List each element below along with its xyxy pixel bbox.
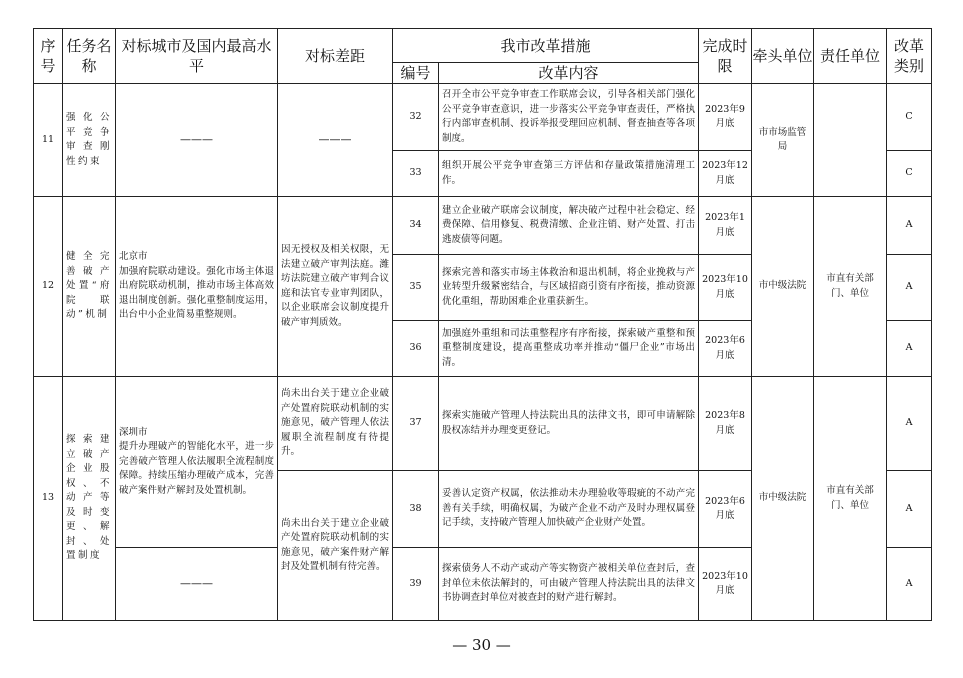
deadline-cell: 2023年9月底 bbox=[699, 84, 752, 151]
page-number: — 30 — bbox=[452, 636, 511, 654]
category-cell: C bbox=[887, 151, 932, 197]
deadline-cell: 2023年6月底 bbox=[699, 321, 752, 377]
header-category: 改革类别 bbox=[887, 29, 932, 84]
seq-cell: 12 bbox=[34, 197, 63, 377]
gap-cell: 因无授权及相关权限，无法建立破产审判法庭。潍坊法院建立破产审判合议庭和法官专业审判团队，以企业联席会议制度提升破产审判质效。 bbox=[278, 197, 393, 377]
header-task: 任务名称 bbox=[63, 29, 116, 84]
category-cell: A bbox=[887, 197, 932, 255]
header-num: 编号 bbox=[393, 63, 439, 84]
task-cell: 强化公平竞争审查刚性约束 bbox=[63, 84, 116, 197]
num-cell: 36 bbox=[393, 321, 439, 377]
category-cell: A bbox=[887, 255, 932, 321]
benchmark-cell: 北京市 加强府院联动建设。强化市场主体退出府院联动机制，推动市场主体高效退出制度创新。强化重整制度运用，出台中小企业简易重整规则。 bbox=[116, 197, 278, 377]
lead-cell: 市中级法院 bbox=[752, 197, 814, 377]
seq-cell: 11 bbox=[34, 84, 63, 197]
content-cell: 探索债务人不动产或动产等实物资产被相关单位查封后，查封单位未依法解封的，可由破产管理人持法院出具的法律文书协调查封单位对被查封的财产进行解封。 bbox=[439, 548, 699, 621]
deadline-cell: 2023年10月底 bbox=[699, 255, 752, 321]
category-cell: A bbox=[887, 471, 932, 548]
num-cell: 34 bbox=[393, 197, 439, 255]
deadline-cell: 2023年8月底 bbox=[699, 377, 752, 471]
header-benchmark: 对标城市及国内最高水平 bbox=[116, 29, 278, 84]
content-cell: 探索完善和落实市场主体救治和退出机制，将企业挽救与产业转型升级紧密结合，与区域招商引资有序衔接，推动资源优化重组，帮助困难企业重获新生。 bbox=[439, 255, 699, 321]
table-row bbox=[34, 197, 932, 255]
num-cell: 37 bbox=[393, 377, 439, 471]
table-row bbox=[34, 84, 932, 151]
deadline-cell: 2023年12月底 bbox=[699, 151, 752, 197]
header-deadline: 完成时限 bbox=[699, 29, 752, 84]
gap-cell: ——— bbox=[278, 84, 393, 197]
deadline-cell: 2023年6月底 bbox=[699, 471, 752, 548]
seq-cell: 13 bbox=[34, 377, 63, 621]
content-cell: 探索实施破产管理人持法院出具的法律文书，即可申请解除股权冻结并办理变更登记。 bbox=[439, 377, 699, 471]
gap-cell: 尚未出台关于建立企业破产处置府院联动机制的实施意见，破产管理人依法履职全流程制度有待提升。 bbox=[278, 377, 393, 471]
header-resp: 责任单位 bbox=[814, 29, 887, 84]
resp-cell: 市直有关部门、单位 bbox=[814, 377, 887, 621]
reform-table bbox=[33, 28, 932, 621]
header-content: 改革内容 bbox=[439, 63, 699, 84]
header-measures: 我市改革措施 bbox=[393, 29, 699, 63]
num-cell: 33 bbox=[393, 151, 439, 197]
category-cell: C bbox=[887, 84, 932, 151]
content-cell: 建立企业破产联席会议制度，解决破产过程中社会稳定、经费保障、信用修复、税费清缴、企业注销、财产处置、打击逃废债等问题。 bbox=[439, 197, 699, 255]
task-cell: 健全完善破产处置“府院联动”机制 bbox=[63, 197, 116, 377]
table-row bbox=[34, 377, 932, 471]
resp-cell bbox=[814, 84, 887, 197]
benchmark-cell: ——— bbox=[116, 548, 278, 621]
header-lead: 牵头单位 bbox=[752, 29, 814, 84]
category-cell: A bbox=[887, 321, 932, 377]
category-cell: A bbox=[887, 377, 932, 471]
num-cell: 38 bbox=[393, 471, 439, 548]
deadline-cell: 2023年10月底 bbox=[699, 548, 752, 621]
content-cell: 组织开展公平竞争审查第三方评估和存量政策措施清理工作。 bbox=[439, 151, 699, 197]
lead-cell: 市中级法院 bbox=[752, 377, 814, 621]
task-cell: 探索建立破产企业股权、不动产等及时变更、解封、处置制度 bbox=[63, 377, 116, 621]
content-cell: 加强庭外重组和司法重整程序有序衔接，探索破产重整和预重整制度建设，提高重整成功率并推动“僵尸企业”市场出清。 bbox=[439, 321, 699, 377]
benchmark-cell: ——— bbox=[116, 84, 278, 197]
deadline-cell: 2023年1月底 bbox=[699, 197, 752, 255]
num-cell: 35 bbox=[393, 255, 439, 321]
header-seq: 序号 bbox=[34, 29, 63, 84]
num-cell: 39 bbox=[393, 548, 439, 621]
resp-cell: 市直有关部门、单位 bbox=[814, 197, 887, 377]
gap-cell: 尚未出台关于建立企业破产处置府院联动机制的实施意见，破产案件财产解封及处置机制有待完善。 bbox=[278, 471, 393, 621]
benchmark-cell: 深圳市 提升办理破产的智能化水平，进一步完善破产管理人依法履职全流程制度保障。持续压缩办理破产成本，完善破产案件财产解封及处置机制。 bbox=[116, 377, 278, 548]
lead-cell: 市市场监管局 bbox=[752, 84, 814, 197]
category-cell: A bbox=[887, 548, 932, 621]
header-gap: 对标差距 bbox=[278, 29, 393, 84]
num-cell: 32 bbox=[393, 84, 439, 151]
content-cell: 召开全市公平竞争审查工作联席会议，引导各相关部门强化公平竞争审查意识，进一步落实公平竞争审查责任，严格执行内部审查机制、投诉举报受理回应机制、督查抽查等各项制度。 bbox=[439, 84, 699, 151]
content-cell: 妥善认定资产权属，依法推动未办理验收等瑕疵的不动产完善有关手续，明确权属，为破产企业不动产及时办理权属登记手续，支持破产管理人加快破产企业财产处置。 bbox=[439, 471, 699, 548]
